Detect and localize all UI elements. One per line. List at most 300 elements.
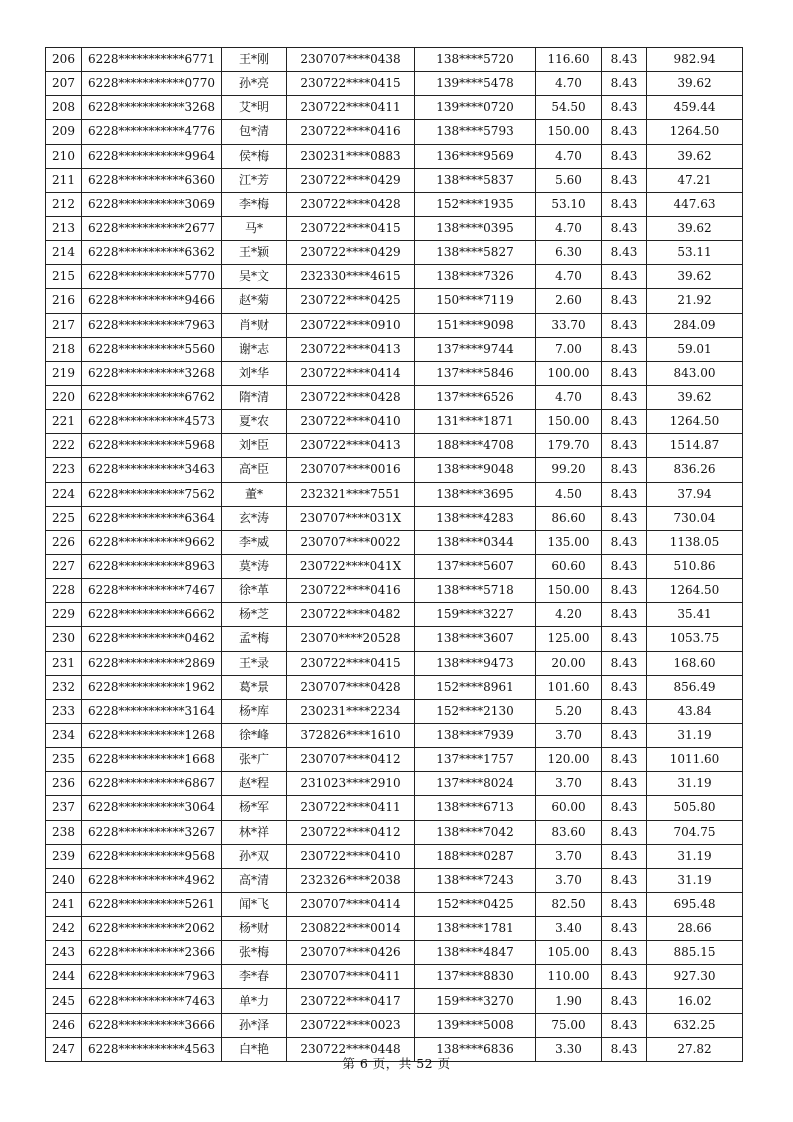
cell-amount: 31.19	[647, 772, 743, 796]
cell-phone-number: 137****5607	[415, 554, 536, 578]
cell-bank-card-number: 6228***********1668	[82, 748, 222, 772]
cell-amount: 1264.50	[647, 579, 743, 603]
cell-rate: 8.43	[602, 892, 647, 916]
cell-name: 包*清	[222, 120, 287, 144]
cell-amount: 730.04	[647, 506, 743, 530]
cell-name: 刘*臣	[222, 434, 287, 458]
cell-name: 玄*涛	[222, 506, 287, 530]
cell-name: 马*	[222, 216, 287, 240]
table-row	[46, 313, 743, 337]
table-row	[46, 748, 743, 772]
cell-name: 艾*明	[222, 96, 287, 120]
table-row	[46, 410, 743, 434]
table-row	[46, 72, 743, 96]
cell-phone-number: 138****6836	[415, 1037, 536, 1061]
table-row	[46, 530, 743, 554]
cell-row-index: 213	[46, 216, 82, 240]
cell-id-number: 230707****0412	[287, 748, 415, 772]
cell-area: 3.70	[536, 772, 602, 796]
cell-name: 刘*华	[222, 361, 287, 385]
cell-bank-card-number: 6228***********6867	[82, 772, 222, 796]
cell-name: 王*颖	[222, 241, 287, 265]
cell-id-number: 23070****20528	[287, 627, 415, 651]
cell-id-number: 230722****0417	[287, 989, 415, 1013]
cell-bank-card-number: 6228***********5261	[82, 892, 222, 916]
cell-area: 101.60	[536, 675, 602, 699]
cell-id-number: 230231****0883	[287, 144, 415, 168]
cell-phone-number: 136****9569	[415, 144, 536, 168]
cell-id-number: 230707****0428	[287, 675, 415, 699]
cell-id-number: 230722****041X	[287, 554, 415, 578]
cell-area: 4.70	[536, 265, 602, 289]
cell-area: 75.00	[536, 1013, 602, 1037]
cell-name: 葛*景	[222, 675, 287, 699]
cell-rate: 8.43	[602, 554, 647, 578]
cell-rate: 8.43	[602, 410, 647, 434]
cell-row-index: 230	[46, 627, 82, 651]
table-row	[46, 192, 743, 216]
table-row	[46, 603, 743, 627]
cell-bank-card-number: 6228***********4776	[82, 120, 222, 144]
cell-row-index: 207	[46, 72, 82, 96]
cell-row-index: 243	[46, 941, 82, 965]
table-row	[46, 216, 743, 240]
cell-amount: 168.60	[647, 651, 743, 675]
cell-area: 54.50	[536, 96, 602, 120]
cell-id-number: 230722****0428	[287, 192, 415, 216]
cell-bank-card-number: 6228***********2677	[82, 216, 222, 240]
cell-name: 董*	[222, 482, 287, 506]
cell-area: 6.30	[536, 241, 602, 265]
cell-id-number: 230722****0416	[287, 120, 415, 144]
cell-amount: 31.19	[647, 868, 743, 892]
cell-phone-number: 139****0720	[415, 96, 536, 120]
cell-name: 孙*泽	[222, 1013, 287, 1037]
cell-amount: 447.63	[647, 192, 743, 216]
cell-id-number: 230722****0410	[287, 844, 415, 868]
cell-rate: 8.43	[602, 627, 647, 651]
cell-phone-number: 159****3227	[415, 603, 536, 627]
cell-id-number: 230707****0016	[287, 458, 415, 482]
table-row	[46, 554, 743, 578]
cell-amount: 459.44	[647, 96, 743, 120]
cell-area: 5.20	[536, 699, 602, 723]
cell-phone-number: 138****5718	[415, 579, 536, 603]
cell-area: 4.70	[536, 385, 602, 409]
cell-amount: 1264.50	[647, 410, 743, 434]
cell-row-index: 223	[46, 458, 82, 482]
cell-amount: 695.48	[647, 892, 743, 916]
cell-phone-number: 138****4283	[415, 506, 536, 530]
cell-area: 1.90	[536, 989, 602, 1013]
cell-amount: 39.62	[647, 265, 743, 289]
cell-row-index: 239	[46, 844, 82, 868]
cell-name: 杨*芝	[222, 603, 287, 627]
cell-phone-number: 138****3607	[415, 627, 536, 651]
cell-rate: 8.43	[602, 265, 647, 289]
cell-name: 孙*亮	[222, 72, 287, 96]
cell-bank-card-number: 6228***********5770	[82, 265, 222, 289]
cell-amount: 843.00	[647, 361, 743, 385]
cell-bank-card-number: 6228***********5968	[82, 434, 222, 458]
cell-name: 王*录	[222, 651, 287, 675]
cell-name: 侯*梅	[222, 144, 287, 168]
cell-rate: 8.43	[602, 289, 647, 313]
cell-rate: 8.43	[602, 796, 647, 820]
cell-name: 徐*峰	[222, 723, 287, 747]
cell-amount: 1138.05	[647, 530, 743, 554]
table-row	[46, 965, 743, 989]
cell-bank-card-number: 6228***********3666	[82, 1013, 222, 1037]
cell-name: 莫*涛	[222, 554, 287, 578]
cell-bank-card-number: 6228***********7963	[82, 313, 222, 337]
cell-id-number: 230722****0428	[287, 385, 415, 409]
cell-phone-number: 137****6526	[415, 385, 536, 409]
cell-rate: 8.43	[602, 748, 647, 772]
cell-name: 孙*双	[222, 844, 287, 868]
cell-rate: 8.43	[602, 675, 647, 699]
cell-row-index: 231	[46, 651, 82, 675]
cell-rate: 8.43	[602, 965, 647, 989]
cell-row-index: 216	[46, 289, 82, 313]
cell-area: 110.00	[536, 965, 602, 989]
table-row	[46, 868, 743, 892]
cell-name: 李*威	[222, 530, 287, 554]
cell-amount: 885.15	[647, 941, 743, 965]
table-row	[46, 265, 743, 289]
cell-phone-number: 137****8024	[415, 772, 536, 796]
cell-amount: 1514.87	[647, 434, 743, 458]
cell-area: 3.70	[536, 723, 602, 747]
cell-amount: 47.21	[647, 168, 743, 192]
cell-id-number: 230707****031X	[287, 506, 415, 530]
cell-area: 4.70	[536, 216, 602, 240]
cell-id-number: 230722****0425	[287, 289, 415, 313]
cell-amount: 1053.75	[647, 627, 743, 651]
table-row	[46, 772, 743, 796]
cell-name: 肖*财	[222, 313, 287, 337]
cell-bank-card-number: 6228***********7963	[82, 965, 222, 989]
table-row	[46, 651, 743, 675]
cell-bank-card-number: 6228***********7562	[82, 482, 222, 506]
cell-area: 20.00	[536, 651, 602, 675]
page-footer: 第 6 页，共 52 页	[342, 1056, 451, 1071]
cell-rate: 8.43	[602, 241, 647, 265]
cell-id-number: 230722****0413	[287, 337, 415, 361]
cell-id-number: 230722****0412	[287, 820, 415, 844]
cell-rate: 8.43	[602, 941, 647, 965]
cell-name: 单*力	[222, 989, 287, 1013]
cell-rate: 8.43	[602, 120, 647, 144]
table-row	[46, 289, 743, 313]
cell-bank-card-number: 6228***********2366	[82, 941, 222, 965]
cell-row-index: 214	[46, 241, 82, 265]
cell-bank-card-number: 6228***********0770	[82, 72, 222, 96]
cell-name: 杨*库	[222, 699, 287, 723]
cell-area: 2.60	[536, 289, 602, 313]
cell-amount: 35.41	[647, 603, 743, 627]
cell-amount: 28.66	[647, 917, 743, 941]
cell-phone-number: 152****0425	[415, 892, 536, 916]
cell-row-index: 228	[46, 579, 82, 603]
cell-name: 隋*清	[222, 385, 287, 409]
table-row	[46, 941, 743, 965]
cell-rate: 8.43	[602, 385, 647, 409]
cell-bank-card-number: 6228***********4962	[82, 868, 222, 892]
cell-phone-number: 139****5478	[415, 72, 536, 96]
cell-name: 闻*飞	[222, 892, 287, 916]
table-row	[46, 361, 743, 385]
cell-id-number: 230722****0415	[287, 216, 415, 240]
cell-area: 3.30	[536, 1037, 602, 1061]
cell-rate: 8.43	[602, 216, 647, 240]
cell-phone-number: 138****7042	[415, 820, 536, 844]
cell-rate: 8.43	[602, 844, 647, 868]
cell-id-number: 230707****0438	[287, 48, 415, 72]
cell-row-index: 235	[46, 748, 82, 772]
cell-id-number: 231023****2910	[287, 772, 415, 796]
cell-area: 82.50	[536, 892, 602, 916]
table-row	[46, 120, 743, 144]
cell-bank-card-number: 6228***********1962	[82, 675, 222, 699]
cell-phone-number: 138****5837	[415, 168, 536, 192]
cell-area: 150.00	[536, 579, 602, 603]
cell-row-index: 227	[46, 554, 82, 578]
cell-row-index: 212	[46, 192, 82, 216]
cell-row-index: 246	[46, 1013, 82, 1037]
table-row	[46, 385, 743, 409]
cell-amount: 21.92	[647, 289, 743, 313]
cell-bank-card-number: 6228***********2062	[82, 917, 222, 941]
cell-amount: 632.25	[647, 1013, 743, 1037]
cell-name: 高*臣	[222, 458, 287, 482]
cell-bank-card-number: 6228***********4573	[82, 410, 222, 434]
cell-bank-card-number: 6228***********3164	[82, 699, 222, 723]
cell-row-index: 211	[46, 168, 82, 192]
cell-phone-number: 138****7939	[415, 723, 536, 747]
cell-bank-card-number: 6228***********4563	[82, 1037, 222, 1061]
cell-rate: 8.43	[602, 192, 647, 216]
cell-area: 116.60	[536, 48, 602, 72]
cell-row-index: 240	[46, 868, 82, 892]
cell-id-number: 230722****0415	[287, 72, 415, 96]
cell-phone-number: 138****5793	[415, 120, 536, 144]
cell-amount: 31.19	[647, 723, 743, 747]
cell-amount: 856.49	[647, 675, 743, 699]
cell-amount: 284.09	[647, 313, 743, 337]
cell-rate: 8.43	[602, 868, 647, 892]
cell-id-number: 230722****0482	[287, 603, 415, 627]
cell-row-index: 209	[46, 120, 82, 144]
table-row	[46, 144, 743, 168]
cell-area: 100.00	[536, 361, 602, 385]
cell-row-index: 217	[46, 313, 82, 337]
cell-row-index: 238	[46, 820, 82, 844]
cell-row-index: 220	[46, 385, 82, 409]
cell-name: 江*芳	[222, 168, 287, 192]
cell-rate: 8.43	[602, 651, 647, 675]
cell-id-number: 230722****0416	[287, 579, 415, 603]
cell-id-number: 230722****0429	[287, 241, 415, 265]
cell-area: 120.00	[536, 748, 602, 772]
cell-id-number: 230822****0014	[287, 917, 415, 941]
cell-phone-number: 151****9098	[415, 313, 536, 337]
cell-row-index: 225	[46, 506, 82, 530]
cell-row-index: 245	[46, 989, 82, 1013]
cell-amount: 927.30	[647, 965, 743, 989]
cell-id-number: 230707****0022	[287, 530, 415, 554]
cell-phone-number: 150****7119	[415, 289, 536, 313]
cell-rate: 8.43	[602, 723, 647, 747]
cell-row-index: 247	[46, 1037, 82, 1061]
cell-bank-card-number: 6228***********2869	[82, 651, 222, 675]
cell-area: 135.00	[536, 530, 602, 554]
cell-id-number: 230722****0411	[287, 96, 415, 120]
cell-rate: 8.43	[602, 1013, 647, 1037]
cell-amount: 53.11	[647, 241, 743, 265]
cell-amount: 59.01	[647, 337, 743, 361]
table-row	[46, 579, 743, 603]
cell-phone-number: 159****3270	[415, 989, 536, 1013]
cell-id-number: 230722****0910	[287, 313, 415, 337]
cell-name: 白*艳	[222, 1037, 287, 1061]
cell-rate: 8.43	[602, 1037, 647, 1061]
cell-phone-number: 138****5720	[415, 48, 536, 72]
cell-id-number: 230722****0023	[287, 1013, 415, 1037]
cell-name: 夏*农	[222, 410, 287, 434]
roster-table	[45, 47, 743, 1062]
cell-bank-card-number: 6228***********3069	[82, 192, 222, 216]
cell-phone-number: 138****6713	[415, 796, 536, 820]
table-row	[46, 434, 743, 458]
cell-row-index: 234	[46, 723, 82, 747]
cell-area: 3.70	[536, 868, 602, 892]
cell-area: 4.70	[536, 144, 602, 168]
cell-amount: 39.62	[647, 72, 743, 96]
cell-id-number: 232321****7551	[287, 482, 415, 506]
cell-bank-card-number: 6228***********9662	[82, 530, 222, 554]
cell-row-index: 218	[46, 337, 82, 361]
cell-area: 86.60	[536, 506, 602, 530]
cell-amount: 16.02	[647, 989, 743, 1013]
cell-row-index: 222	[46, 434, 82, 458]
cell-amount: 1264.50	[647, 120, 743, 144]
cell-phone-number: 138****0344	[415, 530, 536, 554]
cell-amount: 39.62	[647, 216, 743, 240]
cell-id-number: 232326****2038	[287, 868, 415, 892]
cell-id-number: 372826****1610	[287, 723, 415, 747]
cell-id-number: 230722****0429	[287, 168, 415, 192]
cell-rate: 8.43	[602, 603, 647, 627]
cell-name: 高*清	[222, 868, 287, 892]
cell-bank-card-number: 6228***********6762	[82, 385, 222, 409]
cell-name: 谢*志	[222, 337, 287, 361]
cell-phone-number: 152****2130	[415, 699, 536, 723]
cell-area: 4.20	[536, 603, 602, 627]
table-row	[46, 458, 743, 482]
cell-area: 3.70	[536, 844, 602, 868]
cell-area: 4.70	[536, 72, 602, 96]
cell-area: 60.60	[536, 554, 602, 578]
cell-amount: 31.19	[647, 844, 743, 868]
cell-id-number: 232330****4615	[287, 265, 415, 289]
cell-phone-number: 152****8961	[415, 675, 536, 699]
cell-name: 赵*程	[222, 772, 287, 796]
table-row	[46, 1013, 743, 1037]
cell-rate: 8.43	[602, 361, 647, 385]
cell-row-index: 206	[46, 48, 82, 72]
cell-rate: 8.43	[602, 772, 647, 796]
cell-rate: 8.43	[602, 458, 647, 482]
table-body	[46, 48, 743, 1062]
table-row	[46, 796, 743, 820]
cell-id-number: 230722****0413	[287, 434, 415, 458]
cell-phone-number: 138****7326	[415, 265, 536, 289]
cell-area: 150.00	[536, 410, 602, 434]
table-row	[46, 989, 743, 1013]
cell-row-index: 215	[46, 265, 82, 289]
table-row	[46, 482, 743, 506]
cell-bank-card-number: 6228***********3064	[82, 796, 222, 820]
cell-amount: 39.62	[647, 144, 743, 168]
cell-phone-number: 138****7243	[415, 868, 536, 892]
cell-phone-number: 138****5827	[415, 241, 536, 265]
cell-rate: 8.43	[602, 96, 647, 120]
cell-amount: 510.86	[647, 554, 743, 578]
cell-area: 53.10	[536, 192, 602, 216]
cell-name: 孟*梅	[222, 627, 287, 651]
cell-name: 王*刚	[222, 48, 287, 72]
cell-area: 125.00	[536, 627, 602, 651]
cell-phone-number: 131****1871	[415, 410, 536, 434]
table-row	[46, 723, 743, 747]
cell-phone-number: 188****0287	[415, 844, 536, 868]
table-row	[46, 48, 743, 72]
cell-amount: 505.80	[647, 796, 743, 820]
cell-name: 李*梅	[222, 192, 287, 216]
cell-amount: 39.62	[647, 385, 743, 409]
cell-bank-card-number: 6228***********8963	[82, 554, 222, 578]
cell-id-number: 230707****0414	[287, 892, 415, 916]
table-row	[46, 337, 743, 361]
cell-name: 李*春	[222, 965, 287, 989]
cell-row-index: 208	[46, 96, 82, 120]
cell-area: 99.20	[536, 458, 602, 482]
cell-rate: 8.43	[602, 917, 647, 941]
cell-name: 张*广	[222, 748, 287, 772]
cell-phone-number: 152****1935	[415, 192, 536, 216]
cell-bank-card-number: 6228***********6662	[82, 603, 222, 627]
cell-area: 83.60	[536, 820, 602, 844]
cell-rate: 8.43	[602, 579, 647, 603]
cell-bank-card-number: 6228***********6360	[82, 168, 222, 192]
cell-rate: 8.43	[602, 434, 647, 458]
cell-phone-number: 138****1781	[415, 917, 536, 941]
table-row	[46, 844, 743, 868]
cell-area: 33.70	[536, 313, 602, 337]
cell-phone-number: 137****8830	[415, 965, 536, 989]
cell-bank-card-number: 6228***********9466	[82, 289, 222, 313]
cell-rate: 8.43	[602, 313, 647, 337]
cell-row-index: 229	[46, 603, 82, 627]
cell-phone-number: 137****9744	[415, 337, 536, 361]
cell-row-index: 242	[46, 917, 82, 941]
cell-row-index: 233	[46, 699, 82, 723]
table-row	[46, 506, 743, 530]
cell-bank-card-number: 6228***********6771	[82, 48, 222, 72]
table-row	[46, 241, 743, 265]
cell-phone-number: 138****0395	[415, 216, 536, 240]
